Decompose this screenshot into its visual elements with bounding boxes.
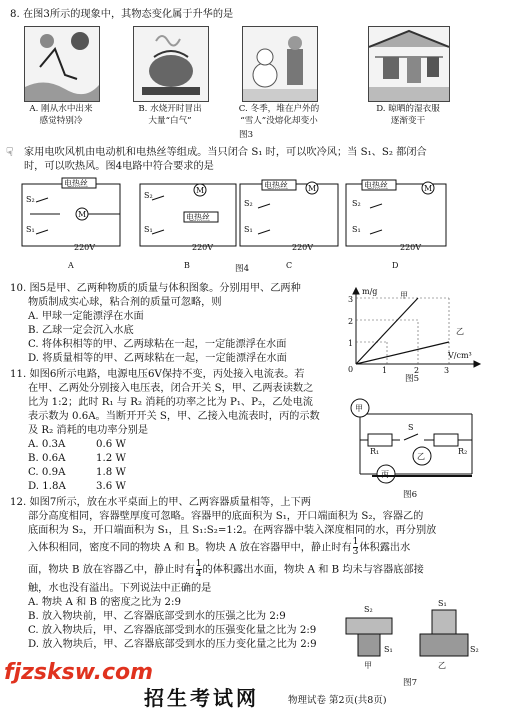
resistor-r1-label: R₁ <box>370 447 380 456</box>
circuit-b-label: B <box>184 261 190 270</box>
watermark-url: fjzsksw.com <box>4 660 154 685</box>
graph-x-tick-1: 1 <box>382 366 388 374</box>
circuit-b-volt-label: 220V <box>192 243 214 252</box>
resistor-r2-label: R₂ <box>458 447 468 456</box>
q12-line4-text: 入体积相同，密度不同的物块 A 和 B。物块 A 放在容器甲中，静止时有 <box>28 542 352 554</box>
figure-6-caption: 图6 <box>402 490 418 500</box>
circuit-figure-6 <box>340 394 490 486</box>
q10-option-c: C. 将体积相等的甲、乙两球粘在一起，一定能漂浮在水面 <box>28 339 287 350</box>
circuit-c <box>240 180 338 246</box>
circuit-a-label: A <box>68 261 74 270</box>
circuit-a-volt-label: 220V <box>74 243 96 252</box>
container-jia-s2-label: S₂ <box>364 605 373 614</box>
q12-line3: 底面积为 S₂，开口端面积为 S₁，且 S₁:S₂=1:2。在两容器中装入深度相同的水，再分别放 <box>28 525 437 536</box>
hand-icon: ☟ <box>6 145 14 159</box>
container-yi-label: 乙 <box>438 661 446 670</box>
figure-3-caption: 图3 <box>238 130 254 140</box>
q11-option-b-power: 1.2 W <box>96 453 126 464</box>
fraction-one-fourth-num: 1 <box>195 559 202 569</box>
graph-series <box>356 298 449 364</box>
q12-line6: 触，水也没有溢出。下列说法中正确的是 <box>28 583 212 594</box>
q11-option-c-power: 1.8 W <box>96 467 126 478</box>
circuit-d-volt-label: 220V <box>400 243 422 252</box>
figure-4-caption: 图4 <box>234 264 250 274</box>
q8-stem: 8. 在图3所示的现象中，其物态变化属于升华的是 <box>10 9 234 20</box>
graph-y-tick-1: 1 <box>348 339 354 348</box>
circuit-b-s2-label: S₂ <box>144 191 153 200</box>
q12-option-a: A. 物块 A 和 B 的密度之比为 2:9 <box>28 597 181 608</box>
graph-x-tick-2: 2 <box>414 366 420 374</box>
q11-option-a: A. 0.3A <box>28 439 66 450</box>
circuit-a-heater-label: 电热丝 <box>64 179 88 188</box>
q10-line1: 10. 图5是甲、乙两种物质的质量与体积图象。分别用甲、乙两种 <box>10 283 301 294</box>
q8-option-d-line2: 逐渐变干 <box>390 116 426 126</box>
graph-y-tick-2: 2 <box>348 317 354 326</box>
circuit-c-label: C <box>286 261 293 270</box>
q10-line2: 物质制成实心球，粘合剂的质量可忽略，则 <box>28 297 222 308</box>
q10-option-d: D. 将质量相等的甲、乙两球粘在一起，一定能漂浮在水面 <box>28 353 287 364</box>
container-jia-label: 甲 <box>364 661 372 670</box>
q11-option-c: C. 0.9A <box>28 467 66 478</box>
snowman-image <box>242 26 318 102</box>
container-jia-s1-label: S₁ <box>384 645 393 654</box>
circuit-d-heater-label: 电热丝 <box>364 181 388 190</box>
q8-option-b-line2: 大量“白气” <box>148 116 192 126</box>
q12-option-d: D. 放入物块后，甲、乙容器底部受到水的压力变化量之比为 2:9 <box>28 639 317 650</box>
meter-yi-label: 乙 <box>417 452 425 461</box>
container-yi-s1-label: S₁ <box>438 600 447 608</box>
graph-x-tick-3: 3 <box>444 366 450 374</box>
circuit-diagrams <box>0 176 508 276</box>
q12-line5 <box>28 560 424 579</box>
q12-option-c: C. 放入物块后，甲、乙容器底部受到水的压强变化量之比为 2:9 <box>28 625 317 636</box>
mass-volume-graph <box>338 284 488 374</box>
circuit-d-label: D <box>392 261 399 270</box>
q11-line3: 比为 1:2；此时 R₁ 与 R₂ 消耗的功率之比为 P₁、P₂，乙处电流 <box>28 397 313 408</box>
circuit-a-motor-label: M <box>78 210 87 219</box>
meter-bing-label: 丙 <box>381 470 389 479</box>
q12-line2: 部分高度相同，容器壁厚度可忽略。容器甲的底面积为 S₁，开口端面积为 S₂，容器乙的 <box>28 511 424 522</box>
circuit-d-s1-label: S₁ <box>352 225 361 234</box>
q12-line1: 12. 如图7所示，放在水平桌面上的甲、乙两容器质量相等，上下两 <box>10 497 311 508</box>
graph-series-yi-label: 乙 <box>456 327 464 336</box>
graph-ylabel: m/g <box>362 287 378 296</box>
graph-origin: 0 <box>348 365 354 374</box>
page-footer: 物理试卷 第2页(共8页) <box>288 695 387 706</box>
q11-line4: 表示数为 0.6A。当断开开关 S，甲、乙接入电流表时，丙的示数 <box>28 411 320 422</box>
q9-line1: 家用电吹风机由电动机和电热丝等组成。当只闭合 S₁ 时，可以吹冷风；当 S₁、S₂ 都闭合 <box>24 147 427 158</box>
circuit-c-volt-label: 220V <box>292 243 314 252</box>
q10-option-b: B. 乙球一定会沉入水底 <box>28 325 134 336</box>
q8-option-a-line2: 感觉特别冷 <box>39 116 83 126</box>
circuit-b-s1-label: S₁ <box>144 225 153 234</box>
laundry-image <box>368 26 450 102</box>
skier-image <box>24 26 100 102</box>
circuit-d-s2-label: S₂ <box>352 199 361 208</box>
circuit-c-heater-label: 电热丝 <box>264 181 288 190</box>
circuit-c-motor-label: M <box>308 184 317 193</box>
circuit-d-motor-label: M <box>424 184 433 193</box>
circuit-a <box>22 178 120 246</box>
q12-line4 <box>28 538 410 557</box>
graph-guides <box>356 298 449 364</box>
fraction-one-third-num: 1 <box>352 537 359 547</box>
fraction-one-fourth <box>196 560 202 579</box>
kettle-image <box>133 26 209 102</box>
q8-option-a-line1: A. 刚从水中出来 <box>29 104 93 114</box>
q12-option-b: B. 放入物块前，甲、乙容器底部受到水的压强之比为 2:9 <box>28 611 286 622</box>
q8-option-b-line1: B. 水烧开时冒出 <box>138 104 202 114</box>
graph-y-tick-3: 3 <box>348 295 354 304</box>
q12-line5-text: 面，物块 B 放在容器乙中，静止时有 <box>28 564 195 576</box>
q8-option-c-line2: “雪人”没熔化却变小 <box>240 116 318 126</box>
q11-option-a-power: 0.6 W <box>96 439 126 450</box>
circuit-a-s1-label: S₁ <box>26 225 35 234</box>
q12-line5-tail: 的体积露出水面，物块 A 和 B 均未与容器底部接 <box>202 564 424 576</box>
watermark-title: 招生考试网 <box>144 686 259 710</box>
figure-5-caption: 图5 <box>404 374 420 384</box>
q9-line2: 时，可以吹热风。图4电路中符合要求的是 <box>24 161 214 172</box>
circuit-c-s2-label: S₂ <box>244 199 253 208</box>
fraction-one-fourth-den: 4 <box>195 569 202 579</box>
q8-option-c-line1: C. 冬季，堆在户外的 <box>238 104 320 114</box>
meter-jia-label: 甲 <box>355 404 363 413</box>
containers-figure-7 <box>340 600 490 676</box>
graph-series-jia-label: 甲 <box>400 291 408 300</box>
container-yi-s2-label: S₂ <box>470 645 479 654</box>
q12-line4-tail: 体积露出水 <box>359 542 411 554</box>
graph-series-line-2 <box>356 342 449 364</box>
q11-option-b: B. 0.6A <box>28 453 66 464</box>
figure-7-caption: 图7 <box>402 678 418 688</box>
q11-line1: 11. 如图6所示电路，电源电压6V保持不变，丙处接入电流表。若 <box>10 369 305 380</box>
circuit-b-motor-label: M <box>196 186 205 195</box>
circuit-c-s1-label: S₁ <box>244 225 253 234</box>
fraction-one-third <box>353 538 359 557</box>
q10-option-a: A. 甲球一定能漂浮在水面 <box>28 311 144 322</box>
q11-option-d: D. 1.8A <box>28 481 66 492</box>
fraction-one-third-den: 3 <box>352 547 359 557</box>
switch-s-label: S <box>408 423 414 432</box>
circuit-b-heater-label: 电热丝 <box>186 213 210 222</box>
circuit-a-s2-label: S₂ <box>26 195 35 204</box>
q11-line5: 及 R₂ 消耗的电功率分别是 <box>28 425 149 436</box>
graph-xlabel: V/cm³ <box>448 351 472 360</box>
q11-line2: 在甲、乙两处分别接入电压表，闭合开关 S，甲、乙两表读数之 <box>28 383 314 394</box>
q8-option-d-line1: D. 晾晒的湿衣服 <box>376 104 440 114</box>
q11-option-d-power: 3.6 W <box>96 481 126 492</box>
